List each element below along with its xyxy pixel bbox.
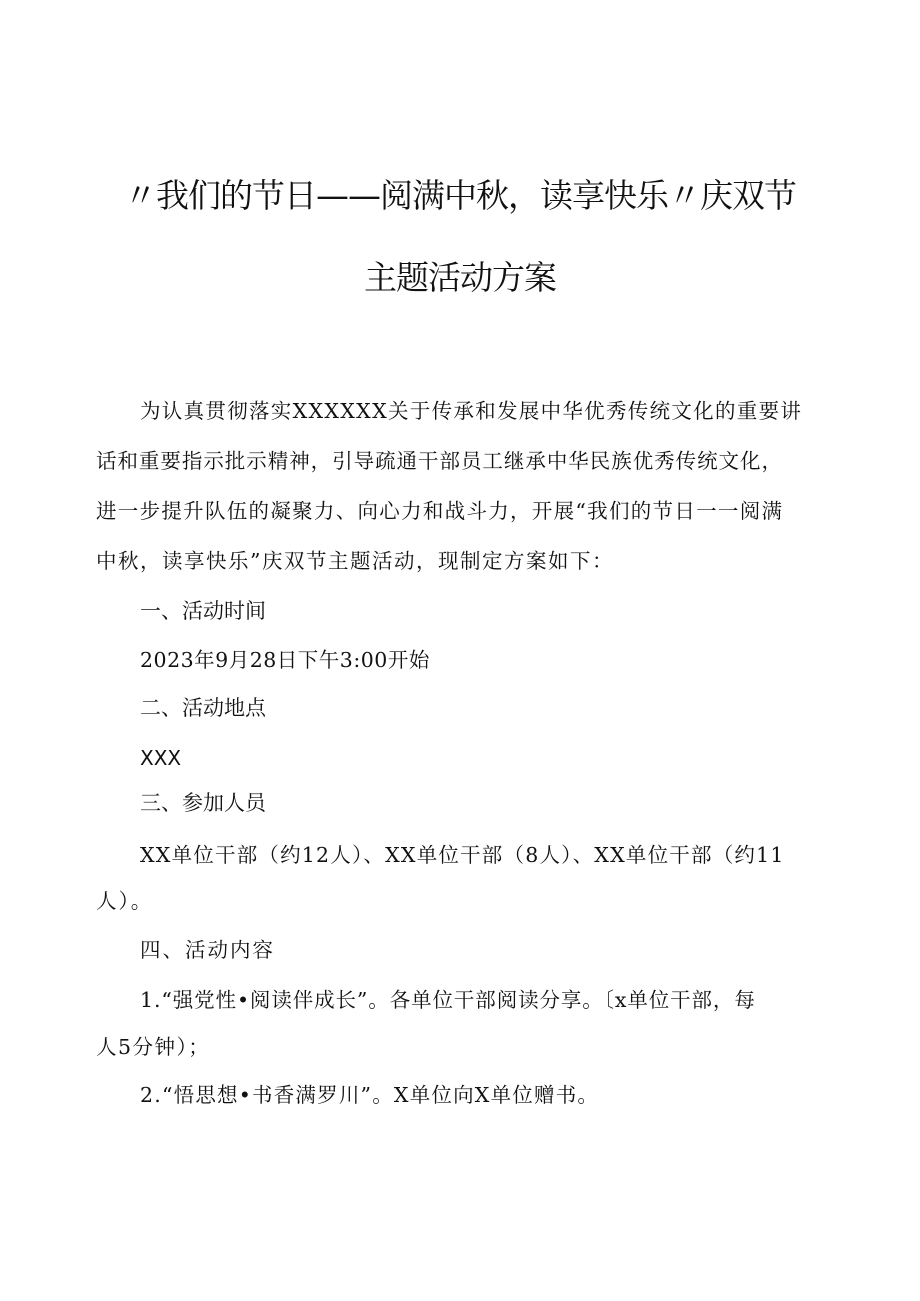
section-body-participants-line: 人）。 [96, 889, 154, 913]
section-heading-location: 二、活动地点 [140, 696, 266, 720]
section-body-participants-line: XX单位干部（约12人）、XX单位干部（8人）、XX单位干部（约11 [140, 843, 785, 867]
section-body-location: XXX [140, 746, 182, 770]
section-heading-participants: 三、参加人员 [140, 791, 266, 815]
content-item-line: 1.“强党性•阅读伴成长”。各单位干部阅读分享。〔x单位干部，每 [140, 988, 756, 1012]
document-title-line-1: 〃我们的节日——阅满中秋，读享快乐〃庆双节 [124, 176, 796, 215]
section-heading-time: 一、活动时间 [140, 599, 266, 623]
intro-paragraph-line: 进一步提升队伍的凝聚力、向心力和战斗力，开展“我们的节日一一阅满 [96, 499, 782, 523]
content-item-line: 2.“悟思想•书香满罗川”。X单位向X单位赠书。 [140, 1083, 600, 1107]
intro-paragraph-line: 中秋，读享快乐”庆双节主题活动，现制定方案如下： [96, 549, 614, 573]
intro-paragraph-line: 话和重要指示批示精神，引导疏通干部员工继承中华民族优秀传统文化， [96, 449, 782, 473]
intro-paragraph-line: 为认真贯彻落实XXXXXX关于传承和发展中华优秀传统文化的重要讲 [140, 399, 803, 423]
section-heading-content: 四、活动内容 [140, 938, 275, 962]
section-body-time: 2023年9月28日下午3:00开始 [140, 648, 430, 672]
document-title-line-2: 主题活动方案 [364, 258, 556, 297]
content-item-line: 人5分钟）； [96, 1035, 211, 1059]
